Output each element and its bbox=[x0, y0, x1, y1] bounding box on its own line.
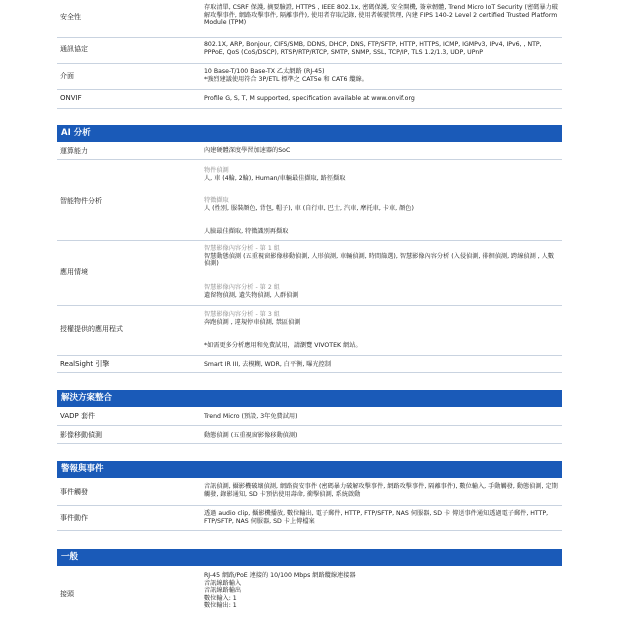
smart-objects-group-2 bbox=[204, 197, 559, 212]
interface-line-2: *強烈建議使用符合 3P/ETL 標準之 CAT5e 和 CAT6 纜線。 bbox=[204, 75, 368, 83]
smart-objects-group-1 bbox=[204, 167, 559, 182]
solutions-section-title: 解決方案整合 bbox=[61, 393, 113, 403]
security-value: 存取清單, CSRF 保護, 摘要驗證, HTTPS , IEEE 802.1x, 密碼保護, 安全開機, 簽章韌體, Trend Micro IoT Security (密碼暴力破解攻擊事件, 網路攻擊事件, 隔離事件), 使用者存取記錄, 使用者帳號管理, 內建 FIPS 140-2 Level 2 certified Trusted Platform Module (TPM) bbox=[204, 4, 558, 27]
interface-label: 介面 bbox=[60, 72, 74, 80]
vca-group-1-text: 智慧動態偵測 (五重視窗影像移動偵測, 人形偵測, 車輛偵測, 時間篩選), 智慧影像內容分析 (入侵偵測, 徘徊偵測, 跨線偵測 , 人數偵測) bbox=[204, 252, 555, 268]
vca-group-3-title: 智慧影像內容分析 - 第 3 組 bbox=[204, 311, 280, 318]
triggers-value: 音訊偵測, 攝影機破壞偵測, 網路資安事件 (密碼暴力破解攻擊事件, 網路攻擊事件, 隔離事件), 數位輸入, 手動觸發, 動態偵測, 定期觸發, 錄影通知, SD 卡預估使用壽命, 衝擊偵測, 系統啟動 bbox=[204, 483, 558, 498]
object-detection-text: 人, 車 (4輪, 2輪), Human/車輛最佳擷取, 路徑擷取 bbox=[204, 174, 346, 182]
row-onvif bbox=[57, 90, 562, 109]
actions-label: 事件動作 bbox=[60, 514, 88, 522]
vca-group-3-text: 奔跑偵測 , 違規停車偵測, 禁區偵測 bbox=[204, 318, 301, 326]
processor-value: 內建硬體深度學習加速器的SoC bbox=[204, 147, 291, 154]
row-motion bbox=[57, 426, 562, 444]
vca-group-1-title: 智慧影像內容分析 - 第 1 組 bbox=[204, 245, 280, 252]
smart-objects-label: 智能物件分析 bbox=[60, 197, 102, 205]
connectors-value bbox=[204, 572, 559, 610]
general-section-title: 一般 bbox=[61, 552, 79, 562]
protocols-label: 通訊協定 bbox=[60, 45, 88, 53]
authorized-apps-label: 授權提供的應用程式 bbox=[60, 325, 123, 333]
applications-label: 應用情境 bbox=[60, 268, 88, 276]
feature-extraction-text: 人 (性別, 服裝顏色, 背包, 帽子), 車 (自行車, 巴士, 汽車, 摩托車, 卡車, 顏色) bbox=[204, 204, 414, 212]
row-interface bbox=[57, 64, 562, 90]
security-label: 安全性 bbox=[60, 13, 81, 21]
actions-value: 透過 audio clip, 攝影機播放, 數位輸出, 電子郵件, HTTP, FTP/SFTP, NAS 伺服器, SD 卡 傳送事件通知透過電子郵件, HTTP, FTP/SFTP, NAS 伺服器, SD 卡上傳檔案 bbox=[204, 510, 549, 525]
applications-group-1 bbox=[204, 245, 559, 268]
alarms-section-title: 警報與事件 bbox=[61, 464, 104, 474]
row-smart-objects bbox=[57, 160, 562, 241]
object-detection-title: 物件偵測 bbox=[204, 167, 229, 174]
row-processor bbox=[57, 142, 562, 160]
connector-line: 音訊線路輸出 bbox=[204, 587, 242, 595]
connector-line: 數位輸出: 1 bbox=[204, 602, 237, 610]
row-realsight bbox=[57, 356, 562, 373]
row-applications bbox=[57, 241, 562, 306]
face-capture-text: 人臉最佳擷取, 特徵識別再擷取 bbox=[204, 228, 289, 235]
onvif-label: ONVIF bbox=[60, 94, 82, 102]
connector-line: RJ-45 網路/PoE 連接的 10/100 Mbps 網路纜線連接器 bbox=[204, 572, 356, 579]
vca-group-2-title: 智慧影像內容分析 - 第 2 組 bbox=[204, 284, 280, 291]
ai-section-title: AI 分析 bbox=[61, 128, 91, 138]
connector-line: 數位輸入: 1 bbox=[204, 594, 237, 602]
row-security bbox=[57, 0, 562, 38]
smart-objects-group-3 bbox=[204, 228, 559, 236]
triggers-label: 事件觸發 bbox=[60, 488, 88, 496]
row-protocols bbox=[57, 38, 562, 64]
applications-group-2 bbox=[204, 284, 559, 299]
connectors-label: 接頭 bbox=[60, 590, 74, 598]
row-vadp bbox=[57, 407, 562, 426]
realsight-value: Smart IR III, 去模糊, WDR, 白平衡, 曝光控制 bbox=[204, 361, 332, 368]
row-authorized-apps bbox=[57, 306, 562, 356]
applications-group-3 bbox=[204, 311, 559, 326]
interface-value bbox=[204, 68, 559, 83]
authorized-apps-note: *如需更多分析應用和免費試用，請瀏覽 VIVOTEK 網站。 bbox=[204, 342, 362, 349]
onvif-value: Profile G, S, T, M supported, specification available at www.onvif.org bbox=[204, 95, 415, 102]
row-connectors bbox=[57, 566, 562, 620]
row-actions bbox=[57, 506, 562, 531]
row-triggers bbox=[57, 478, 562, 506]
processor-label: 運算能力 bbox=[60, 147, 88, 155]
realsight-label: RealSight 引擎 bbox=[60, 360, 110, 368]
protocols-value: 802.1X, ARP, Bonjour, CIFS/SMB, DDNS, DHCP, DNS, FTP/SFTP, HTTP, HTTPS, ICMP, IGMPv3, IPv4, IPv6, , NTP, PPPoE, QoS (CoS/DSCP), RTSP/RTP/RTCP, SMTP, SNMP, SSL, TCP/IP, TLS 1.2/1.3, UDP, UPnP bbox=[204, 41, 542, 56]
motion-value: 動態偵測 (五重視窗影像移動偵測) bbox=[204, 432, 298, 439]
vadp-label: VADP 套件 bbox=[60, 412, 95, 420]
connector-line: 音訊線路輸入 bbox=[204, 579, 242, 587]
vca-group-2-text: 遺留物偵測, 遺失物偵測, 人群偵測 bbox=[204, 291, 299, 299]
section-header-general bbox=[57, 549, 562, 566]
section-header-ai bbox=[57, 125, 562, 142]
vadp-value: Trend Micro (預設, 3年免費試用) bbox=[204, 413, 298, 420]
interface-line-1: 10 Base-T/100 Base-TX 乙太網路 (RJ-45) bbox=[204, 68, 325, 75]
section-header-solutions bbox=[57, 390, 562, 407]
section-header-alarms bbox=[57, 461, 562, 478]
feature-extraction-title: 特徵擷取 bbox=[204, 197, 229, 204]
motion-label: 影像移動偵測 bbox=[60, 431, 102, 439]
